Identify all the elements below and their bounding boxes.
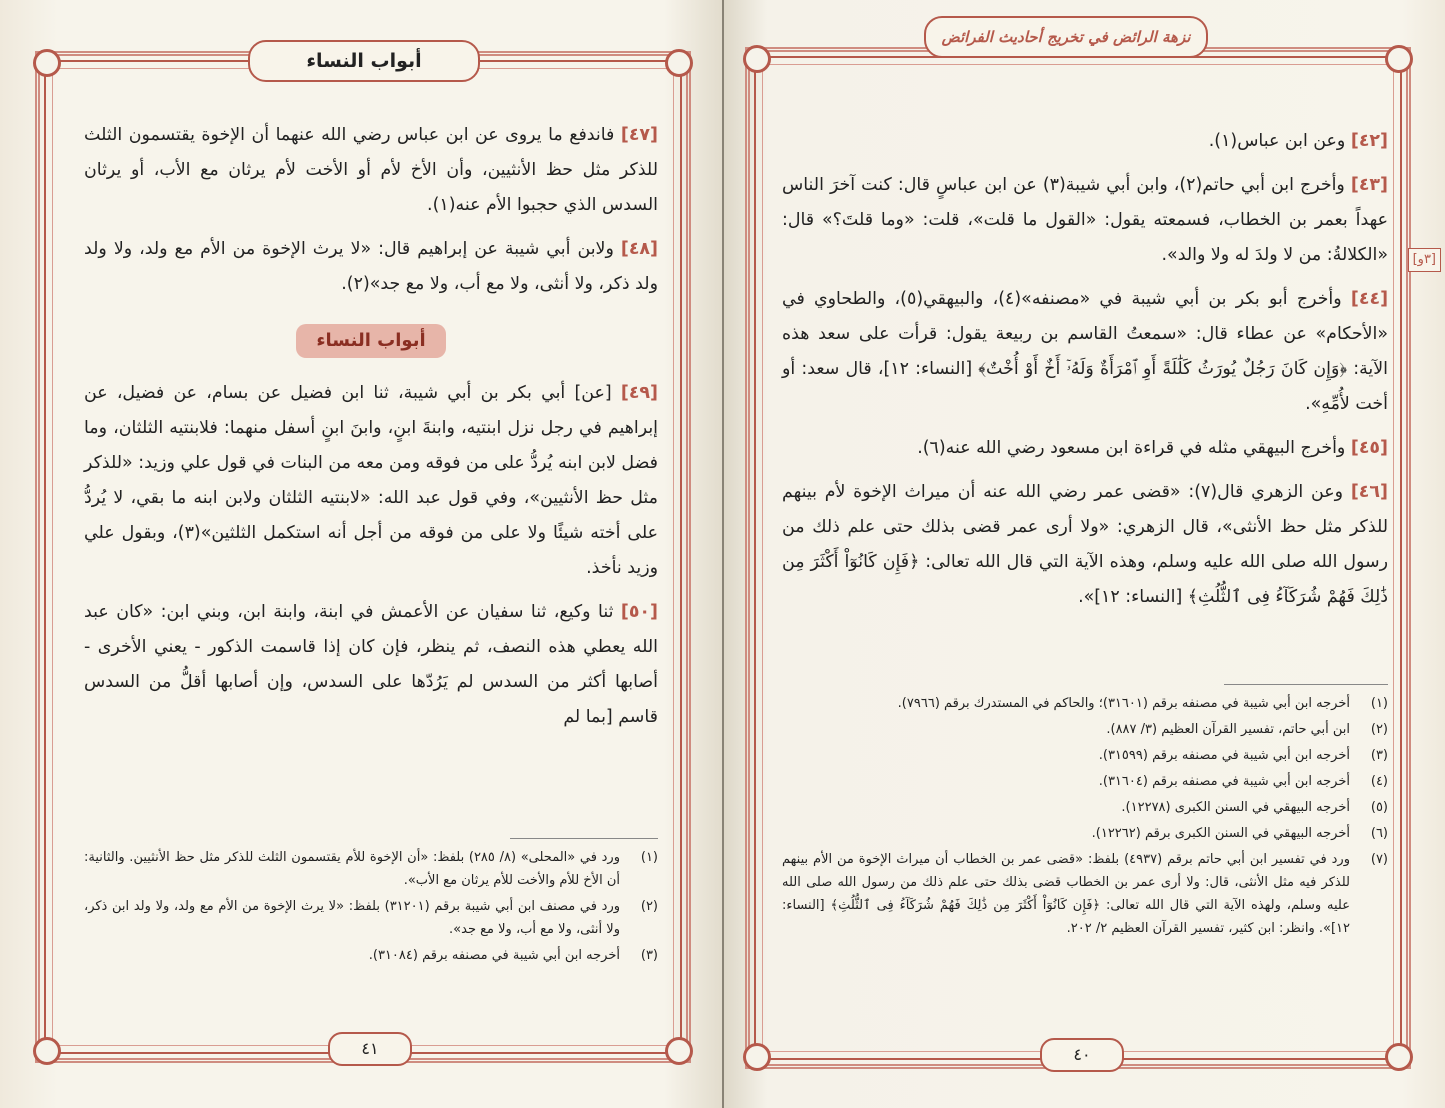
footnote — [782, 718, 1388, 741]
paragraph-text: ثنا وكيع، ثنا سفيان عن الأعمش في ابنة، وابنة ابن، وبني ابن: «كان عبد الله يعطي هذه النصف، ثم ينظر، فإن كان إذا قاسمت الذكور - يعني الأخرى - أصابها أكثر من السدس لم يَرُدّها على السدس، وإن أصابها أقلُّ من السدس قاسم [بما لم — [84, 602, 658, 727]
footnote-text: أخرجه ابن أبي شيبة في مصنفه برقم (٣١٦٠٤). — [1098, 774, 1350, 789]
running-header: نزهة الرائض في تخريج أحاديث الفرائض — [924, 16, 1208, 58]
paragraph-text: وعن الزهري قال(٧): «قضى عمر رضي الله عنه أن ميراث الإخوة لأم بينهم للذكر مثل حظ الأنثى»، قال الزهري: «ولا أرى عمر قضى بذلك حتى علم ذلك من رسول الله صلى الله عليه وسلم، وهذه الآية التي قال الله تعالى: ﴿فَإِن كَانُوٓاْ أَكْثَرَ مِن ذَٰلِكَ فَهُمْ شُرَكَآءُ فِى ٱلثُّلُثِ﴾ [النساء: ١٢]». — [782, 482, 1388, 607]
footnote-number: (١) — [1370, 696, 1388, 711]
footnote — [782, 796, 1388, 819]
running-header: أبواب النساء — [248, 40, 480, 82]
footnote-number: (٣) — [1370, 748, 1388, 763]
footnote-text: أخرجه ابن أبي شيبة في مصنفه برقم (٣١٦٠١)؛ والحاكم في المستدرك برقم (٧٩٦٦). — [897, 696, 1350, 711]
ornament-icon — [743, 45, 771, 73]
paragraph-text: وأخرج البيهقي مثله في قراءة ابن مسعود رضي الله عنه(٦). — [917, 438, 1346, 458]
footnote-text: أخرجه البيهقي في السنن الكبرى برقم (١٢٢٦٢). — [1091, 826, 1350, 841]
paragraph-number: [٥٠] — [620, 602, 658, 622]
paragraph-42 — [782, 124, 1388, 159]
paragraph-49 — [84, 376, 658, 586]
footnote-number: (٣) — [640, 948, 658, 963]
footnote-divider — [510, 838, 658, 839]
paragraph-48 — [84, 232, 658, 302]
footnote — [84, 895, 658, 941]
footnote — [782, 744, 1388, 767]
footnote-number: (٤) — [1370, 774, 1388, 789]
footnote-text: ابن أبي حاتم، تفسير القرآن العظيم (٣/ ٨٨٧). — [1106, 722, 1350, 737]
footnote — [782, 822, 1388, 845]
footnote-number: (٢) — [1370, 722, 1388, 737]
paragraph-number: [٤٣] — [1350, 175, 1388, 195]
footnote-text: ورد في تفسير ابن أبي حاتم برقم (٤٩٣٧) بلفظ: «قضى عمر بن الخطاب أن ميراث الإخوة من الأم بينهم للذكر فيه مثل الأنثى، قال: ولا أرى عمر بن الخطاب قضى بذلك حتى علم ذلك من رسول الله صلى الله عليه وسلم، ولهذه الآية التي قال الله تعالى: ﴿فَإِن كَانُوٓاْ أَكْثَرَ مِن ذَٰلِكَ فَهُمْ شُرَكَآءُ فِى ٱلثُّلُثِ﴾ [النساء: ١٢]». وانظر: ابن كثير، تفسير القرآن العظيم ٢/ ٢٠٢. — [782, 852, 1350, 936]
paragraph-number: [٤٤] — [1350, 289, 1389, 309]
footnote-number: (٧) — [1370, 852, 1388, 867]
footnote-text: ورد في مصنف ابن أبي شيبة برقم (٣١٢٠١) بلفظ: «لا يرث الإخوة من الأم مع ولد، ولا ولد ابن ذكر، ولا أنثى، ولا مع أب، ولا مع جد». — [84, 899, 620, 937]
main-text — [84, 118, 658, 744]
footnote-number: (٥) — [1370, 800, 1388, 815]
ornament-icon — [743, 1043, 771, 1071]
ornament-icon — [665, 1037, 693, 1065]
paragraph-number: [٤٩] — [620, 383, 658, 403]
ornament-icon — [1385, 1043, 1413, 1071]
left-page — [0, 0, 722, 1108]
paragraph-number: [٤٦] — [1350, 482, 1388, 502]
section-title: أبواب النساء — [296, 324, 446, 358]
main-text — [782, 124, 1388, 624]
footnote — [782, 848, 1388, 940]
ornament-icon — [665, 49, 693, 77]
paragraph-number: [٤٥] — [1350, 438, 1388, 458]
manuscript-folio-marker: [٣و] — [1408, 248, 1441, 272]
footnote-number: (٢) — [640, 899, 658, 914]
page-number: ٤٠ — [1040, 1038, 1124, 1072]
footnote-text: ورد في «المحلى» (٨/ ٢٨٥) بلفظ: «أن الإخوة للأم يقتسمون الثلث للذكر مثل حظ الأنثيين. والثانية: أن الأخ للأم والأخت للأم يرثان مع الأب». — [84, 850, 620, 888]
footnote-text: أخرجه ابن أبي شيبة في مصنفه برقم (٣١٠٨٤). — [368, 948, 620, 963]
paragraph-43 — [782, 168, 1388, 273]
footnote — [782, 692, 1388, 715]
ornament-icon — [33, 49, 61, 77]
footnote-number: (١) — [640, 850, 658, 865]
footnote-text: أخرجه البيهقي في السنن الكبرى (١٢٢٧٨). — [1121, 800, 1350, 815]
right-page — [724, 0, 1445, 1108]
ornament-icon — [33, 1037, 61, 1065]
paragraph-text: ولابن أبي شيبة عن إبراهيم قال: «لا يرث الإخوة من الأم مع ولد، ولا ولد ولد ذكر، ولا أنثى، ولا مع أب، ولا مع جد»(٢). — [84, 239, 658, 294]
paragraph-50 — [84, 595, 658, 735]
footnote — [782, 770, 1388, 793]
paragraph-number: [٤٢] — [1350, 131, 1388, 151]
page-number: ٤١ — [328, 1032, 412, 1066]
paragraph-number: [٤٨] — [620, 239, 658, 259]
footnote-divider — [1224, 684, 1388, 685]
paragraph-text: وأخرج ابن أبي حاتم(٢)، وابن أبي شيبة(٣) عن ابن عباسٍ قال: كنت آخرَ الناس عهداً بعمر بن الخطاب، فسمعته يقول: «القول ما قلت»، قلت: «وما قلتَ؟» قال: «الكلالةُ: من لا ولدَ له ولا والد». — [782, 175, 1388, 265]
footnote-text: أخرجه ابن أبي شيبة في مصنفه برقم (٣١٥٩٩). — [1098, 748, 1350, 763]
footnotes — [84, 846, 658, 970]
paragraph-44 — [782, 282, 1388, 422]
footnote — [84, 944, 658, 967]
footnotes — [782, 692, 1388, 943]
ornament-icon — [1385, 45, 1413, 73]
paragraph-45 — [782, 431, 1388, 466]
paragraph-47 — [84, 118, 658, 223]
paragraph-number: [٤٧] — [620, 125, 658, 145]
paragraph-text: [عن] أبي بكر بن أبي شيبة، ثنا ابن فضيل عن بسام، عن فضيل، عن إبراهيم في رجل نزل ابنتيه، وابنةَ ابنٍ، وابنَ ابنٍ أسفل منهما: فلابنتيه الثلثان، وما فضل لابن ابنه يُردُّ على من فوقه ومن معه من البنات في قول علي وزيد: «للذكر مثل حظ الأنثيين»، وفي قول عبد الله: «لابنتيه الثلثان ولابن ابنه ما بقي، لا يُردُّ على أخته شيئًا ولا على من فوقه من أجل أنه استكمل الثلثين»(٣)، وبقول علي وزيد نأخذ. — [84, 383, 658, 578]
footnote-number: (٦) — [1370, 826, 1388, 841]
paragraph-text: وأخرج أبو بكر بن أبي شيبة في «مصنفه»(٤)، والبيهقي(٥)، والطحاوي في «الأحكام» عن عطاء قال: «سمعتُ القاسم بن ربيعة يقول: قرأت على سعد هذه الآية: ﴿وَإِن كَانَ رَجُلٌ يُورَثُ كَلَٰلَةً أَوِ ٱمْرَأَةٌ وَلَهُۥٓ أَخٌ أَوْ أُخْتٌ﴾ [النساء: ١٢]، قال سعد: أو أخت لأُمِّهِ». — [782, 289, 1388, 414]
paragraph-46 — [782, 475, 1388, 615]
footnote — [84, 846, 658, 892]
paragraph-text: فاندفع ما يروى عن ابن عباس رضي الله عنهما أن الإخوة يقتسمون الثلث للذكر مثل حظ الأنثيين، وأن الأخ لأم أو الأخت لأم يرثان مع الأب، أو يرثان السدس الذي حجبوا الأم عنه(١). — [84, 125, 658, 215]
paragraph-text: وعن ابن عباس(١). — [1208, 131, 1346, 151]
